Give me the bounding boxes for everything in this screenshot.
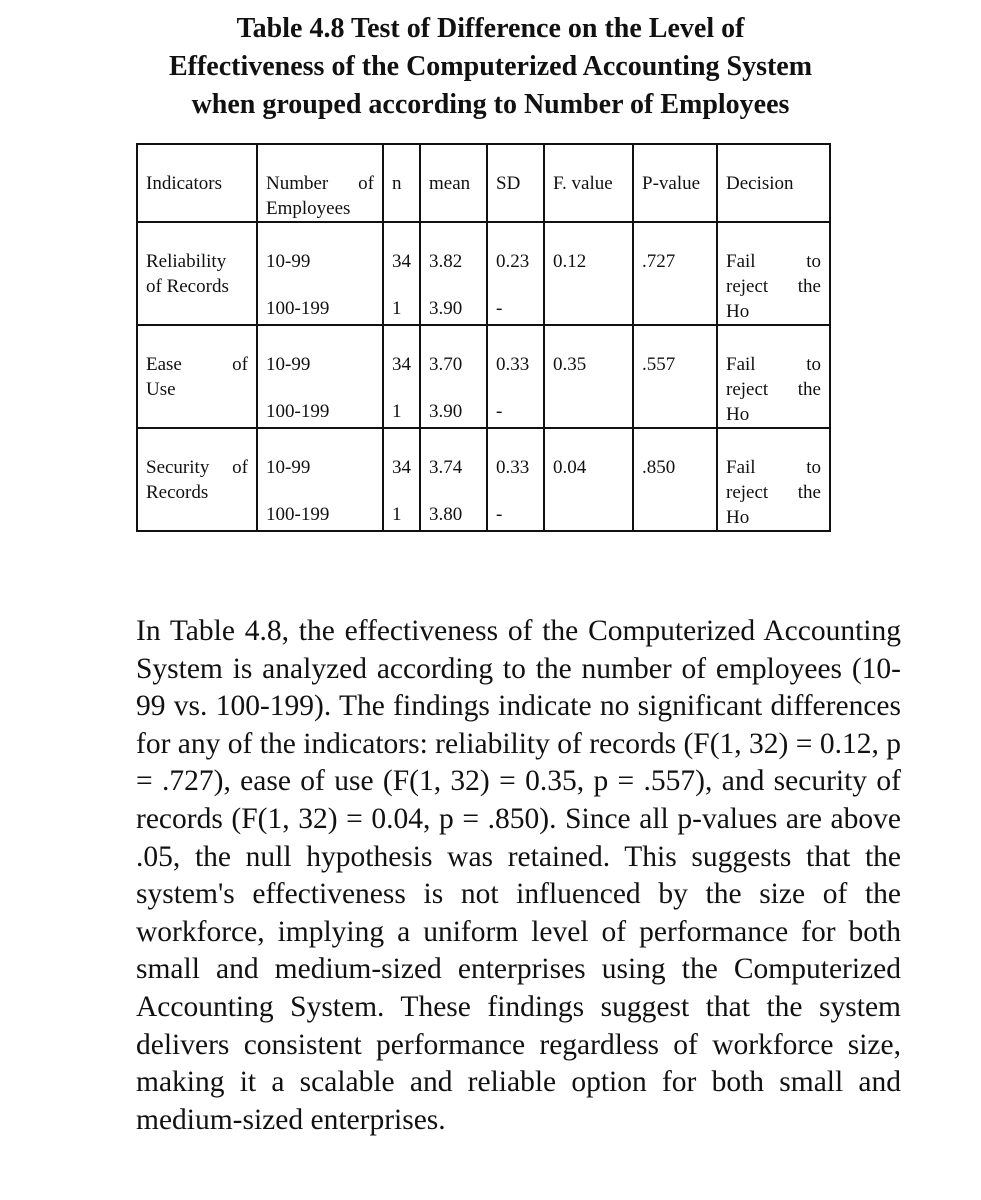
table-row [137, 222, 830, 325]
group-label: 100-199 [266, 504, 330, 525]
mean-value: 3.80 [429, 504, 463, 525]
header-employees-line: Employees [266, 198, 351, 219]
sd-value: - [496, 298, 503, 319]
n-value: 1 [392, 504, 402, 525]
table-row [137, 325, 830, 428]
decision-line: reject the [726, 482, 821, 503]
group-label: 100-199 [266, 401, 330, 422]
sd-value: 0.33 [496, 457, 530, 478]
sd-value: 0.33 [496, 354, 530, 375]
header-f-value: F. value [544, 144, 633, 222]
decision-cell [717, 428, 830, 531]
n-cell [383, 428, 420, 531]
employees-cell [257, 325, 383, 428]
f-value-cell: 0.12 [544, 222, 633, 325]
decision-line: reject the [726, 276, 821, 297]
n-value: 1 [392, 298, 402, 319]
header-indicators: Indicators [137, 144, 257, 222]
mean-cell [420, 325, 487, 428]
decision-cell [717, 325, 830, 428]
n-value: 1 [392, 401, 402, 422]
group-label: 10-99 [266, 354, 311, 375]
sd-value: 0.23 [496, 251, 530, 272]
header-p-value: P-value [633, 144, 717, 222]
mean-value: 3.74 [429, 457, 463, 478]
table-row [137, 428, 830, 531]
decision-line: Fail to [726, 251, 821, 272]
decision-line: Fail to [726, 354, 821, 375]
decision-line: Ho [726, 301, 750, 322]
mean-value: 3.90 [429, 298, 463, 319]
indicator-line: Use [146, 379, 176, 400]
mean-cell [420, 428, 487, 531]
mean-value: 3.82 [429, 251, 463, 272]
mean-value: 3.70 [429, 354, 463, 375]
sd-cell [487, 222, 544, 325]
decision-cell [717, 222, 830, 325]
header-mean: mean [420, 144, 487, 222]
n-value: 34 [392, 354, 411, 375]
table-header-row [137, 144, 830, 222]
n-cell [383, 222, 420, 325]
n-value: 34 [392, 251, 411, 272]
group-label: 10-99 [266, 251, 311, 272]
indicator-line: Ease of [146, 354, 248, 375]
employees-cell [257, 222, 383, 325]
p-value-cell: .557 [633, 325, 717, 428]
sd-cell [487, 325, 544, 428]
indicator-line: of Records [146, 276, 229, 297]
sd-value: - [496, 401, 503, 422]
table-title [60, 10, 921, 124]
indicator-line: Security of [146, 457, 248, 478]
indicator-line: Reliability [146, 251, 227, 272]
f-value-cell: 0.04 [544, 428, 633, 531]
sd-value: - [496, 504, 503, 525]
title-line: Effectiveness of the Computerized Accounting System [168, 51, 813, 82]
title-line: when grouped according to Number of Employees [191, 89, 790, 120]
header-decision: Decision [717, 144, 830, 222]
decision-line: reject the [726, 379, 821, 400]
p-value-cell: .850 [633, 428, 717, 531]
sd-cell [487, 428, 544, 531]
header-employees-line: Number of [266, 173, 374, 194]
header-number-of-employees [257, 144, 383, 222]
header-n: n [383, 144, 420, 222]
indicator-cell [137, 428, 257, 531]
decision-line: Ho [726, 507, 750, 528]
employees-cell [257, 428, 383, 531]
header-sd: SD [487, 144, 544, 222]
group-label: 100-199 [266, 298, 330, 319]
n-cell [383, 325, 420, 428]
p-value-cell: .727 [633, 222, 717, 325]
difference-table [136, 143, 831, 532]
indicator-cell [137, 222, 257, 325]
decision-line: Fail to [726, 457, 821, 478]
mean-cell [420, 222, 487, 325]
body-paragraph: In Table 4.8, the effectiveness of the Computerized Accounting System is analyzed according to the number of employees (10-99 vs. 100-199). The findings indicate no significant differences for any of the indicators: reliability of records (F(1, 32) = 0.12, p = .727), ease of use (F(1, 32) = 0.35, p = .557), and security of records (F(1, 32) = 0.04, p = .850). Since all p-values are above .05, the null hypothesis was retained. This suggests that the system's effectiveness is not influenced by the size of the workforce, implying a uniform level of performance for both small and medium-sized enterprises using the Computerized Accounting System. These findings suggest that the system delivers consistent performance regardless of workforce size, making it a scalable and reliable option for both small and medium-sized enterprises. [136, 615, 901, 1136]
title-line: Table 4.8 Test of Difference on the Level of [236, 13, 745, 44]
indicator-line: Records [146, 482, 209, 503]
indicator-cell [137, 325, 257, 428]
group-label: 10-99 [266, 457, 311, 478]
f-value-cell: 0.35 [544, 325, 633, 428]
decision-line: Ho [726, 404, 750, 425]
mean-value: 3.90 [429, 401, 463, 422]
n-value: 34 [392, 457, 411, 478]
